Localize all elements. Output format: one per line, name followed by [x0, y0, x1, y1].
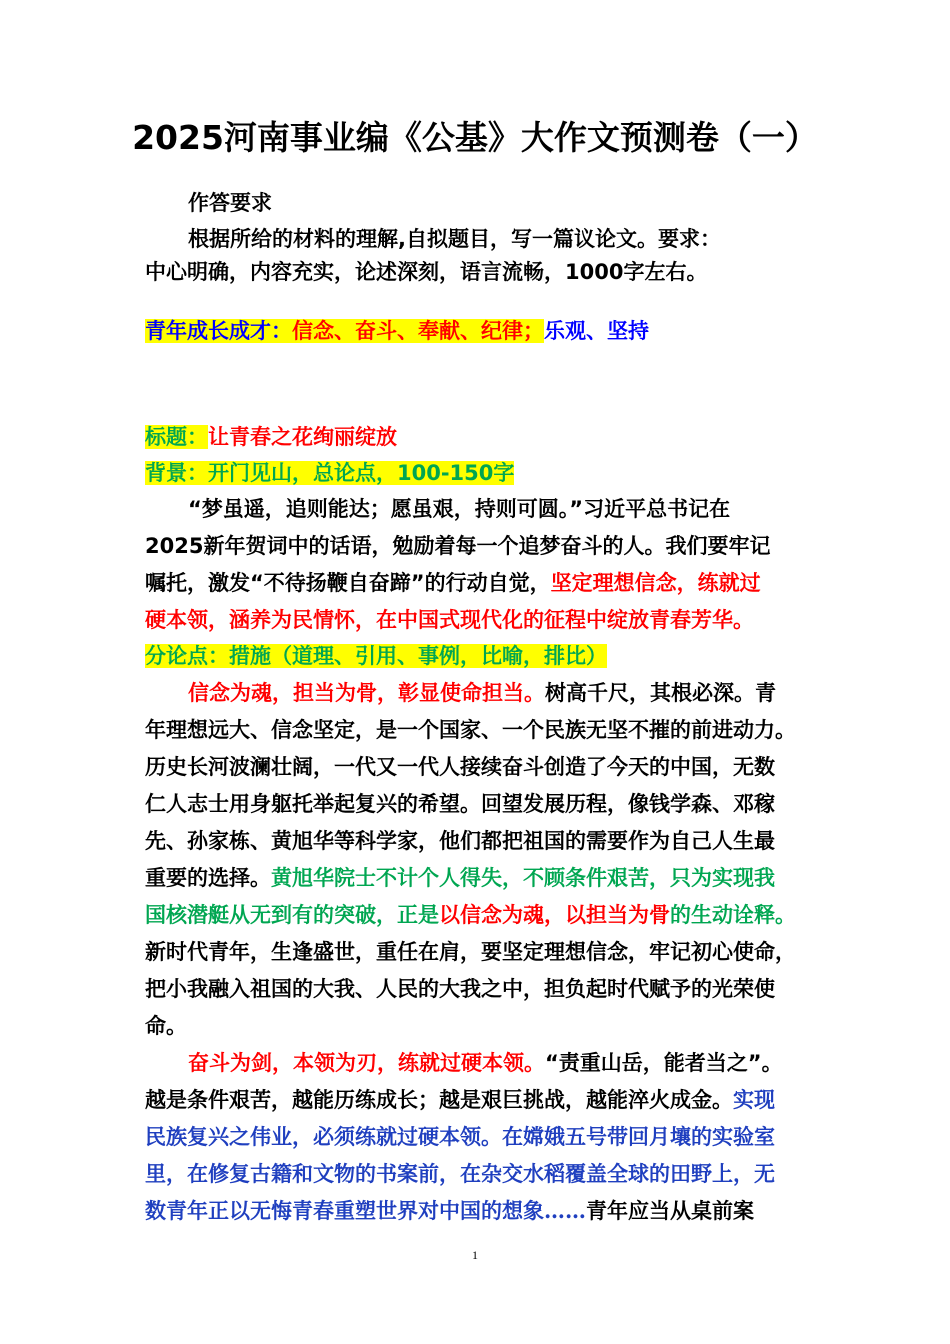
theme-items-blue: 乐观、坚持 [544, 319, 649, 343]
theme-line [145, 316, 810, 346]
para2-line-7-a: 国核潜艇从无到有的突破，正是 [145, 903, 439, 927]
theme-items-red: 信念、奋斗、奉献、纪律； [292, 319, 544, 343]
background-note-line [145, 458, 810, 488]
headline-line [145, 422, 810, 452]
para3-line-1 [188, 1048, 810, 1078]
para2-line-4: 仁人志士用身躯托举起复兴的希望。回望发展历程，像钱学森、邓稼 [145, 792, 775, 816]
subpoint-note-line [145, 641, 810, 671]
requirements-heading: 作答要求 [188, 191, 272, 215]
para2-line-6 [145, 863, 810, 893]
para1-line-4: 硬本领，涵养为民情怀，在中国式现代化的征程中绽放青春芳华。 [145, 608, 754, 632]
requirements-line-1: 根据所给的材料的理解,自拟题目，写一篇议论文。要求： [188, 227, 721, 251]
para2-line-7-b: 以信念为魂，以担当为骨 [439, 903, 670, 927]
para2-line-2: 年理想远大、信念坚定，是一个国家、一个民族无坚不摧的前进动力。 [145, 718, 796, 742]
para2-line-7-c: 的生动诠释。 [670, 903, 796, 927]
para2-line-9: 把小我融入祖国的大我、人民的大我之中，担负起时代赋予的光荣使 [145, 977, 775, 1001]
para3-line-5-b: 青年应当从桌前案 [586, 1199, 754, 1223]
para3-line-5-a: 数青年正以无悔青春重塑世界对中国的想象…… [145, 1198, 586, 1223]
para1-line-2: 2025新年贺词中的话语，勉励着每一个追梦奋斗的人。我们要牢记 [145, 534, 771, 558]
para3-line-3: 民族复兴之伟业，必须练就过硬本领。在嫦娥五号带回月壤的实验室 [145, 1124, 775, 1149]
para2-line-10: 命。 [145, 1014, 187, 1038]
para3-line-5 [145, 1196, 810, 1226]
para2-line-6-b: 黄旭华院士不计个人得失，不顾条件艰苦，只为实现我 [271, 866, 775, 890]
para2-line-1-b: 树高千尺，其根必深。青 [545, 681, 776, 705]
page-title: 2025河南事业编《公基》大作文预测卷（一） [132, 118, 818, 157]
para2-line-5: 先、孙家栋、黄旭华等科学家，他们都把祖国的需要作为自己人生最 [145, 829, 775, 853]
subpoint-note: 分论点：措施（道理、引用、事例，比喻，排比） [145, 644, 607, 668]
para2-line-6-a: 重要的选择。 [145, 866, 271, 890]
background-note: 背景：开门见山，总论点，100-150字 [145, 461, 515, 485]
para1-line-3 [145, 568, 810, 598]
para3-line-2-a: 越是条件艰苦，越能历练成长；越是艰巨挑战，越能淬火成金。 [145, 1088, 733, 1112]
para2-line-8: 新时代青年，生逢盛世，重任在肩，要坚定理想信念，牢记初心使命， [145, 940, 796, 964]
para3-line-1-b: “责重山岳，能者当之”。 [545, 1051, 783, 1075]
requirements-line-2: 中心明确，内容充实，论述深刻，语言流畅，1000字左右。 [145, 260, 708, 284]
para3-line-2 [145, 1085, 810, 1115]
theme-lead: 青年成长成才： [145, 319, 292, 343]
headline-label: 标题： [145, 425, 208, 449]
page-number: 1 [472, 1248, 478, 1262]
para1-line-1: “梦虽遥，追则能达；愿虽艰，持则可圆。”习近平总书记在 [188, 497, 731, 521]
headline-value: 让青春之花绚丽绽放 [208, 425, 397, 449]
para3-line-4: 里，在修复古籍和文物的书案前，在杂交水稻覆盖全球的田野上，无 [145, 1161, 775, 1186]
para2-line-1-a: 信念为魂，担当为骨，彰显使命担当。 [188, 681, 545, 705]
para3-line-2-b: 实现 [733, 1087, 775, 1112]
para1-line-3-a: 嘱托，激发“不待扬鞭自奋蹄”的行动自觉， [145, 571, 551, 595]
para2-line-1 [188, 678, 810, 708]
para2-line-7 [145, 900, 810, 930]
para2-line-3: 历史长河波澜壮阔，一代又一代人接续奋斗创造了今天的中国，无数 [145, 755, 775, 779]
para3-line-1-a: 奋斗为剑，本领为刃，练就过硬本领。 [188, 1051, 545, 1075]
para1-line-3-b: 坚定理想信念，练就过 [550, 571, 761, 595]
